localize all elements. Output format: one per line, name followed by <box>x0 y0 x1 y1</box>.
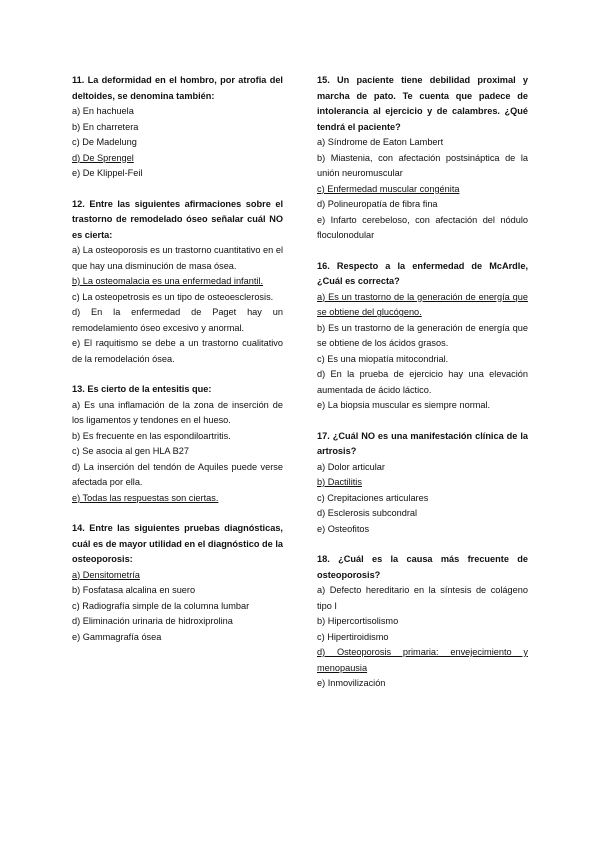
option-a: a) Síndrome de Eaton Lambert <box>317 137 444 147</box>
question-title: 11. La deformidad en el hombro, por atrofia del deltoides, se denomina también: <box>72 75 283 101</box>
question-17 <box>317 429 528 538</box>
option-b: b) Es frecuente en las espondiloartritis. <box>72 430 231 441</box>
option-c: c) Crepitaciones articulares <box>317 492 429 503</box>
option-e: e) Inmovilización <box>317 678 386 688</box>
option-e: e) Gammagrafía ósea <box>72 631 162 642</box>
option-a: a) Es una inflamación de la zona de inserción de los ligamentos y tendones en el hueso. <box>72 399 283 425</box>
option-a: a) Densitometría <box>72 569 140 580</box>
left-column <box>72 73 283 660</box>
question-title: 17. ¿Cuál NO es una manifestación clínica de la artrosis? <box>317 430 528 456</box>
question-11 <box>72 73 283 182</box>
question-18 <box>317 552 528 692</box>
option-d: d) Eliminación urinaria de hidroxiprolina <box>72 616 233 626</box>
option-d: d) De Sprengel <box>72 152 134 163</box>
question-title: 13. Es cierto de la entesitis que: <box>72 384 212 394</box>
option-e: e) Todas las respuestas son ciertas. <box>72 492 219 503</box>
option-b: b) En charretera <box>72 121 139 132</box>
option-d: d) Esclerosis subcondral <box>317 508 418 518</box>
option-e: e) La biopsia muscular es siempre normal. <box>317 400 491 410</box>
option-b: b) Hipercortisolismo <box>317 616 399 626</box>
option-b: b) Dactilitis <box>317 477 362 487</box>
option-c: c) Enfermedad muscular congénita <box>317 183 460 194</box>
option-c: c) Es una miopatía mitocondrial. <box>317 353 449 364</box>
option-c: c) La osteopetrosis es un tipo de osteoesclerosis. <box>72 291 274 302</box>
option-d: d) Osteoporosis primaria: envejecimiento y menopausia <box>317 647 528 673</box>
option-a: a) Dolor articular <box>317 461 385 472</box>
question-title: 14. Entre las siguientes pruebas diagnósticas, cuál es de mayor utilidad en el diagnóstico de la osteoporosis: <box>72 523 283 564</box>
option-a: a) Es un trastorno de la generación de energía que se obtiene del glucógeno. <box>317 291 528 317</box>
option-d: d) Polineuropatía de fibra fina <box>317 199 438 209</box>
question-title: 16. Respecto a la enfermedad de McArdle, ¿Cuál es correcta? <box>317 260 528 286</box>
option-b: b) Es un trastorno de la generación de energía que se obtiene de los ácidos grasos. <box>317 322 528 348</box>
right-column <box>317 73 528 707</box>
option-d: d) En la prueba de ejercicio hay una elevación aumentada de ácido láctico. <box>317 369 528 395</box>
option-e: e) Osteofitos <box>317 523 370 534</box>
question-13 <box>72 382 283 506</box>
question-title: 18. ¿Cuál es la causa más frecuente de osteoporosis? <box>317 554 528 580</box>
option-a: a) En hachuela <box>72 106 134 116</box>
option-c: c) De Madelung <box>72 137 137 147</box>
option-a: a) La osteoporosis es un trastorno cuantitativo en el que hay una disminución de masa ósea. <box>72 245 283 271</box>
question-16 <box>317 259 528 414</box>
option-b: b) La osteomalacia es una enfermedad infantil. <box>72 276 264 286</box>
option-b: b) Miastenia, con afectación postsináptica de la unión neuromuscular <box>317 152 528 178</box>
question-14 <box>72 521 283 645</box>
question-15 <box>317 73 528 244</box>
option-c: c) Radiografía simple de la columna lumbar <box>72 600 250 611</box>
option-e: e) Infarto cerebeloso, con afectación del nódulo floculonodular <box>317 214 528 240</box>
option-c: c) Hipertiroidismo <box>317 631 389 642</box>
question-title: 12. Entre las siguientes afirmaciones sobre el trastorno de remodelado óseo señalar cuál NO es cierta: <box>72 198 283 240</box>
option-c: c) Se asocia al gen HLA B27 <box>72 446 189 456</box>
option-e: e) De Klippel-Feil <box>72 168 143 178</box>
option-a: a) Defecto hereditario en la síntesis de colágeno tipo I <box>317 585 528 611</box>
option-d: d) En la enfermedad de Paget hay un remodelamiento óseo excesivo y anormal. <box>72 307 283 333</box>
option-b: b) Fosfatasa alcalina en suero <box>72 585 196 595</box>
option-d: d) La inserción del tendón de Aquiles puede verse afectada por ella. <box>72 461 283 487</box>
question-12 <box>72 197 283 368</box>
option-e: e) El raquitismo se debe a un trastorno cualitativo de la remodelación ósea. <box>72 338 283 364</box>
question-title: 15. Un paciente tiene debilidad proximal y marcha de pato. Te cuenta que padece de intolerancia al ejercicio y de calambres. ¿Qué tendrá el paciente? <box>317 75 528 132</box>
